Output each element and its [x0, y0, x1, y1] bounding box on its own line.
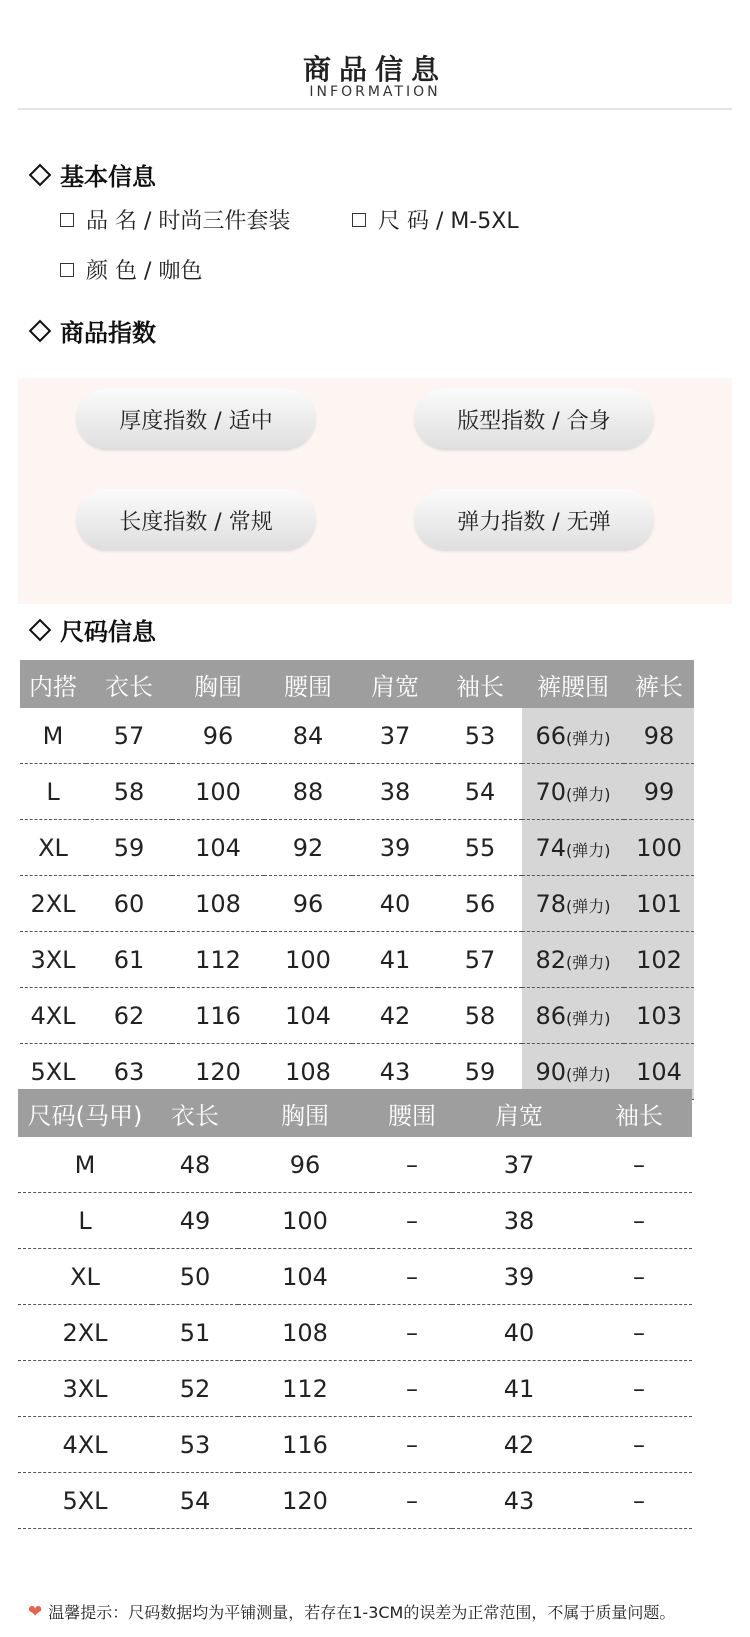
index-panel	[18, 378, 732, 604]
table-cell: 108	[238, 1305, 372, 1361]
table-cell: –	[586, 1193, 692, 1249]
pants-waist-value: 78	[535, 889, 567, 918]
checkbox-icon	[60, 213, 74, 227]
column-header: 衣长	[152, 1089, 238, 1137]
elastic-tag: (弹力)	[566, 896, 611, 916]
table-cell: –	[586, 1137, 692, 1193]
column-header: 内搭	[20, 660, 86, 708]
table-row	[20, 876, 694, 932]
table-row	[20, 988, 694, 1044]
diamond-icon	[29, 319, 52, 342]
table-cell: 41	[352, 932, 438, 988]
table-cell: 108	[264, 1044, 352, 1100]
table-cell: 40	[452, 1305, 586, 1361]
table-cell: 3XL	[18, 1361, 152, 1417]
table-cell: 102	[624, 932, 694, 988]
table-cell: 57	[86, 708, 172, 764]
table-cell: 5XL	[20, 1044, 86, 1100]
table-cell: 57	[438, 932, 522, 988]
table-cell: 37	[452, 1137, 586, 1193]
table-cell: 38	[352, 764, 438, 820]
table-cell: 116	[238, 1417, 372, 1473]
table-cell: 43	[352, 1044, 438, 1100]
table-cell: XL	[20, 820, 86, 876]
pants-waist-value: 66	[535, 721, 567, 750]
table-cell: –	[372, 1249, 452, 1305]
table-cell: 41	[452, 1361, 586, 1417]
table-cell: –	[372, 1361, 452, 1417]
table-header-row	[18, 1089, 692, 1137]
table-cell: 59	[86, 820, 172, 876]
table-cell: 39	[352, 820, 438, 876]
elastic-tag: (弹力)	[566, 1064, 611, 1084]
table-row	[18, 1417, 692, 1473]
table-cell: 58	[438, 988, 522, 1044]
table-header-row	[20, 660, 694, 708]
table-cell: 60	[86, 876, 172, 932]
table-cell: –	[586, 1249, 692, 1305]
table-cell: –	[586, 1361, 692, 1417]
column-header: 尺码(马甲)	[18, 1089, 152, 1137]
table-cell: –	[586, 1473, 692, 1529]
table-cell: 3XL	[20, 932, 86, 988]
table-row	[18, 1137, 692, 1193]
header-divider	[18, 108, 732, 110]
info-item-color-label: 颜 色 / 咖色	[86, 259, 203, 284]
table-row	[18, 1361, 692, 1417]
table-row	[20, 932, 694, 988]
table-row	[18, 1305, 692, 1361]
table-cell: 48	[152, 1137, 238, 1193]
table-cell: –	[372, 1137, 452, 1193]
table-cell: 98	[624, 708, 694, 764]
table-cell: 112	[238, 1361, 372, 1417]
size-table-set	[20, 660, 694, 1100]
section-size-info-label: 尺码信息	[60, 618, 156, 646]
elastic-tag: (弹力)	[566, 784, 611, 804]
column-header: 衣长	[86, 660, 172, 708]
table-cell: 37	[352, 708, 438, 764]
table-cell: 63	[86, 1044, 172, 1100]
table-cell: 53	[152, 1417, 238, 1473]
page-subtitle: INFORMATION	[309, 84, 441, 100]
table-cell: 39	[452, 1249, 586, 1305]
table-cell: 84	[264, 708, 352, 764]
table-cell: 62	[86, 988, 172, 1044]
table-cell: 104	[264, 988, 352, 1044]
table-cell: 100	[624, 820, 694, 876]
pants-waist-cell	[522, 876, 624, 932]
table-cell: 88	[264, 764, 352, 820]
pants-waist-cell	[522, 932, 624, 988]
table-cell: 116	[172, 988, 264, 1044]
table-cell: 100	[264, 932, 352, 988]
column-header: 肩宽	[452, 1089, 586, 1137]
column-header: 袖长	[586, 1089, 692, 1137]
column-header: 胸围	[172, 660, 264, 708]
info-item-size	[352, 204, 519, 235]
fit-index-pill: 版型指数 / 合身	[414, 388, 654, 450]
column-header: 裤长	[624, 660, 694, 708]
table-cell: 43	[452, 1473, 586, 1529]
table-cell: 49	[152, 1193, 238, 1249]
table-cell: –	[586, 1417, 692, 1473]
table-row	[18, 1473, 692, 1529]
table-cell: M	[18, 1137, 152, 1193]
elastic-tag: (弹力)	[566, 840, 611, 860]
table-cell: 51	[152, 1305, 238, 1361]
section-size-info	[28, 612, 156, 647]
table-cell: –	[372, 1417, 452, 1473]
thickness-index-pill: 厚度指数 / 适中	[76, 388, 316, 450]
table-cell: 42	[352, 988, 438, 1044]
table-cell: 100	[238, 1193, 372, 1249]
checkbox-icon	[60, 263, 74, 277]
table-cell: 92	[264, 820, 352, 876]
table-cell: 100	[172, 764, 264, 820]
table-cell: 120	[238, 1473, 372, 1529]
section-product-index-label: 商品指数	[60, 319, 156, 347]
table-cell: 108	[172, 876, 264, 932]
table-row	[18, 1193, 692, 1249]
pants-waist-cell	[522, 764, 624, 820]
section-basic-info-label: 基本信息	[60, 163, 156, 191]
table-cell: 101	[624, 876, 694, 932]
table-cell: 104	[624, 1044, 694, 1100]
table-cell: 120	[172, 1044, 264, 1100]
info-item-size-label: 尺 码 / M-5XL	[378, 209, 519, 234]
pants-waist-value: 70	[535, 777, 567, 806]
elastic-tag: (弹力)	[566, 1008, 611, 1028]
table-cell: 104	[172, 820, 264, 876]
length-index-pill: 长度指数 / 常规	[76, 489, 316, 551]
table-cell: 56	[438, 876, 522, 932]
table-cell: 4XL	[18, 1417, 152, 1473]
table-cell: 112	[172, 932, 264, 988]
table-cell: 61	[86, 932, 172, 988]
table-cell: 2XL	[20, 876, 86, 932]
table-cell: 103	[624, 988, 694, 1044]
table-row	[20, 708, 694, 764]
table-cell: 2XL	[18, 1305, 152, 1361]
pants-waist-value: 82	[535, 945, 567, 974]
tip-text: 温馨提示：尺码数据均为平铺测量，若存在1-3CM的误差为正常范围，不属于质量问题。	[48, 1603, 676, 1622]
table-cell: M	[20, 708, 86, 764]
elasticity-index-pill: 弹力指数 / 无弹	[414, 489, 654, 551]
column-header: 袖长	[438, 660, 522, 708]
tip-note	[28, 1600, 675, 1623]
table-cell: 104	[238, 1249, 372, 1305]
column-header: 腰围	[372, 1089, 452, 1137]
table-cell: 4XL	[20, 988, 86, 1044]
table-row	[20, 820, 694, 876]
column-header: 肩宽	[352, 660, 438, 708]
table-row	[20, 764, 694, 820]
elastic-tag: (弹力)	[566, 952, 611, 972]
table-cell: 52	[152, 1361, 238, 1417]
table-cell: 58	[86, 764, 172, 820]
diamond-icon	[29, 163, 52, 186]
table-cell: 38	[452, 1193, 586, 1249]
page-header	[0, 0, 750, 110]
table-cell: –	[586, 1305, 692, 1361]
pants-waist-value: 90	[535, 1057, 567, 1086]
pants-waist-value: 86	[535, 1001, 567, 1030]
table-row	[18, 1249, 692, 1305]
table-cell: 96	[172, 708, 264, 764]
page-title: 商品信息	[302, 53, 447, 86]
table-cell: 99	[624, 764, 694, 820]
table-cell: 5XL	[18, 1473, 152, 1529]
table-cell: –	[372, 1473, 452, 1529]
table-cell: L	[20, 764, 86, 820]
table-cell: 55	[438, 820, 522, 876]
table-cell: 53	[438, 708, 522, 764]
table-cell: L	[18, 1193, 152, 1249]
section-product-index	[28, 313, 156, 348]
heart-icon: ❤	[28, 1601, 43, 1622]
table-cell: 54	[152, 1473, 238, 1529]
table-cell: 59	[438, 1044, 522, 1100]
column-header: 胸围	[238, 1089, 372, 1137]
pants-waist-value: 74	[535, 833, 567, 862]
table-cell: 42	[452, 1417, 586, 1473]
table-cell: 96	[264, 876, 352, 932]
table-cell: 96	[238, 1137, 372, 1193]
pants-waist-cell	[522, 820, 624, 876]
info-item-color	[60, 254, 202, 285]
size-table-vest	[18, 1089, 692, 1529]
table-cell: –	[372, 1193, 452, 1249]
elastic-tag: (弹力)	[566, 728, 611, 748]
table-cell: XL	[18, 1249, 152, 1305]
column-header: 裤腰围	[522, 660, 624, 708]
diamond-icon	[29, 618, 52, 641]
table-cell: 40	[352, 876, 438, 932]
pants-waist-cell	[522, 708, 624, 764]
info-item-name-label: 品 名 / 时尚三件套装	[86, 209, 291, 234]
pants-waist-cell	[522, 988, 624, 1044]
checkbox-icon	[352, 213, 366, 227]
table-cell: 54	[438, 764, 522, 820]
column-header: 腰围	[264, 660, 352, 708]
table-cell: –	[372, 1305, 452, 1361]
section-basic-info	[28, 157, 156, 192]
info-item-name	[60, 204, 290, 235]
table-cell: 50	[152, 1249, 238, 1305]
